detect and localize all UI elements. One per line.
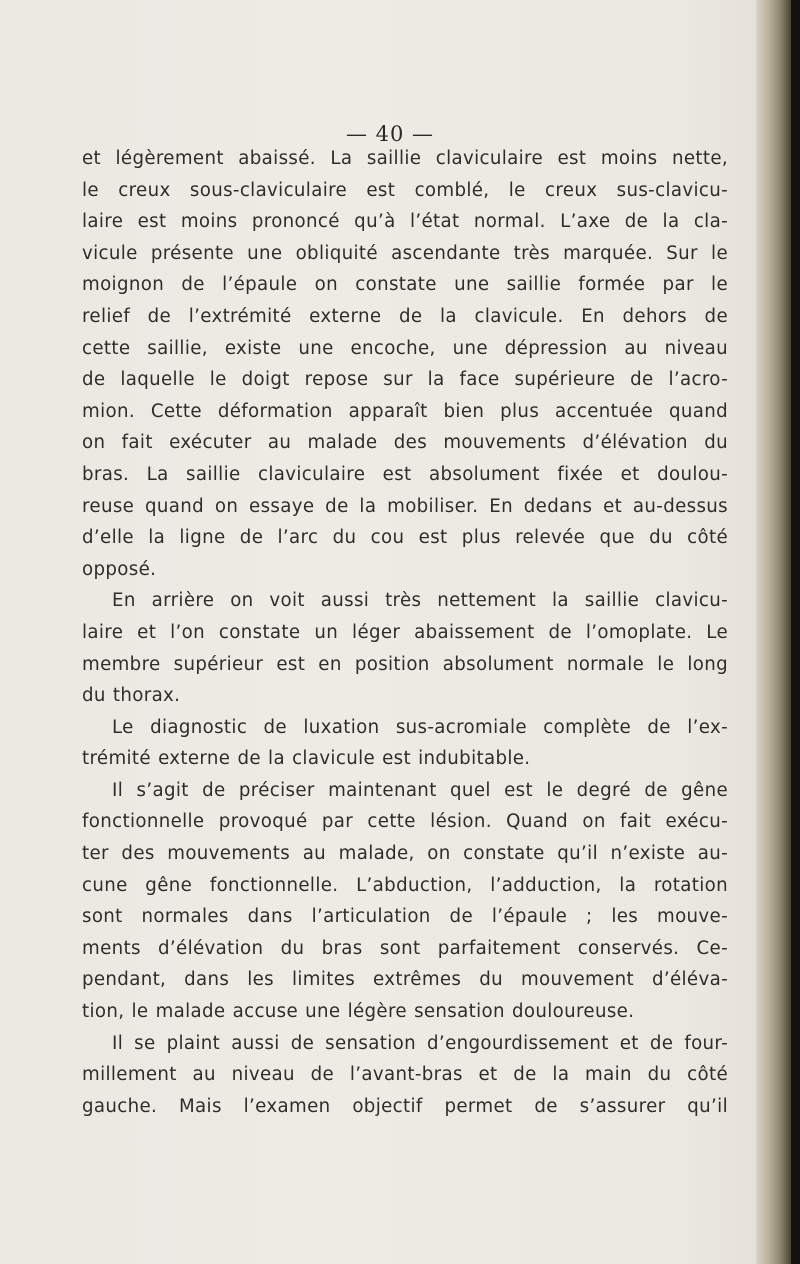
text-line: Le diagnostic de luxation sus-acromiale complète de l’ex- xyxy=(112,716,728,738)
book-binding-edge xyxy=(756,0,800,1264)
text-line: membre supérieur est en position absolument normale le long xyxy=(82,653,728,675)
text-line: relief de l’extrémité externe de la clavicule. En dehors de xyxy=(82,305,728,327)
text-line: millement au niveau de l’avant-bras et de la main du côté xyxy=(82,1064,728,1086)
text-line: le creux sous-claviculaire est comblé, le creux sus-clavicu- xyxy=(82,179,728,201)
page-text-body xyxy=(82,143,728,1122)
text-line: En arrière on voit aussi très nettement la saillie clavicu- xyxy=(112,590,728,612)
paragraph-1 xyxy=(82,143,728,585)
paragraph-3 xyxy=(82,712,728,775)
text-line: laire et l’on constate un léger abaissement de l’omoplate. Le xyxy=(82,621,728,643)
text-line: cune gêne fonctionnelle. L’abduction, l’adduction, la rotation xyxy=(82,874,728,896)
text-line: et légèrement abaissé. La saillie claviculaire est moins nette, xyxy=(82,148,728,169)
text-line: ter des mouvements au malade, on constate qu’il n’existe au- xyxy=(82,843,728,865)
paragraph-5 xyxy=(82,1028,728,1123)
text-line: fonctionnelle provoqué par cette lésion. Quand on fait exécu- xyxy=(82,811,728,833)
text-line: mion. Cette déformation apparaît bien plus accentuée quand xyxy=(82,400,728,422)
text-line: pendant, dans les limites extrêmes du mouvement d’éléva- xyxy=(82,969,728,991)
text-line: opposé. xyxy=(82,558,157,580)
text-line: ments d’élévation du bras sont parfaitement conservés. Ce- xyxy=(82,937,728,959)
text-line: du thorax. xyxy=(82,685,181,707)
text-line: trémité externe de la clavicule est indubitable. xyxy=(82,748,531,770)
text-line: bras. La saillie claviculaire est absolument fixée et doulou- xyxy=(82,463,728,485)
text-line: cette saillie, existe une encoche, une dépression au niveau xyxy=(82,337,728,359)
text-line: de laquelle le doigt repose sur la face supérieure de l’acro- xyxy=(82,369,728,391)
text-line: moignon de l’épaule on constate une saillie formée par le xyxy=(82,274,728,296)
text-line: Il se plaint aussi de sensation d’engourdissement et de four- xyxy=(112,1032,728,1054)
text-line: vicule présente une obliquité ascendante très marquée. Sur le xyxy=(82,242,728,264)
text-line: reuse quand on essaye de la mobiliser. En dedans et au-dessus xyxy=(82,495,728,517)
text-line: sont normales dans l’articulation de l’épaule ; les mouve- xyxy=(82,906,728,928)
text-line: on fait exécuter au malade des mouvements d’élévation du xyxy=(82,432,728,454)
text-line: Il s’agit de préciser maintenant quel est le degré de gêne xyxy=(112,779,728,801)
text-line: d’elle la ligne de l’arc du cou est plus relevée que du côté xyxy=(82,527,728,549)
page-number: — 40 — xyxy=(345,122,435,146)
paragraph-2 xyxy=(82,585,728,711)
text-line: tion, le malade accuse une légère sensation douloureuse. xyxy=(82,1001,635,1023)
text-line: laire est moins prononcé qu’à l’état normal. L’axe de la cla- xyxy=(82,211,728,233)
paragraph-4 xyxy=(82,775,728,1028)
text-line: gauche. Mais l’examen objectif permet de s’assurer qu’il xyxy=(82,1095,728,1117)
